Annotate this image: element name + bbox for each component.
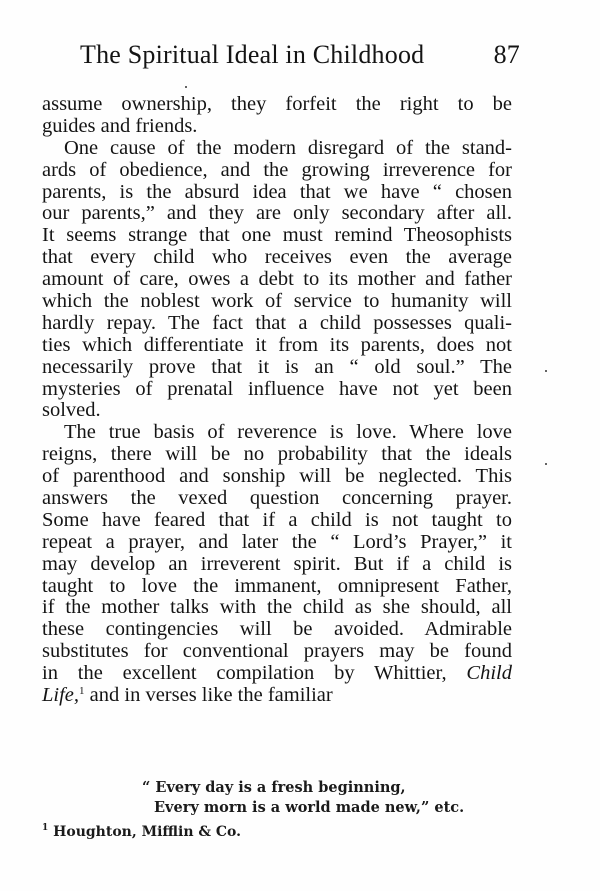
text-line: reigns, there will be no probability that the ideals (42, 443, 512, 466)
footnote-marker: 1 (42, 823, 49, 833)
text-line: solved. (42, 399, 101, 422)
text-line (42, 685, 512, 707)
verse-line: “ Every day is a fresh beginning, (142, 779, 406, 796)
text-line: taught to love the immanent, omnipresent Father, (42, 574, 512, 597)
page-number: 87 (493, 40, 520, 69)
print-speck (545, 463, 547, 465)
book-title-italic: Life, (42, 684, 80, 707)
text-line: ards of obedience, and the growing irreverence for (42, 158, 512, 181)
text-line: parents, is the absurd idea that we have “ chosen (42, 180, 512, 203)
verse-line: Every morn is a world made new,” etc. (154, 799, 465, 816)
text-line (42, 663, 512, 685)
text-line: necessarily prove that it is an “ old soul.” The (42, 355, 512, 378)
text-line: answers the vexed question concerning prayer. (42, 487, 512, 510)
paragraph-start-line: The true basis of reverence is love. Where love (64, 421, 512, 444)
print-speck (545, 370, 547, 372)
footnote-reference: 1 (79, 685, 85, 698)
paragraph-start-line: One cause of the modern disregard of the stand- (64, 136, 512, 159)
text-segment: and in verses like the familiar (84, 684, 333, 707)
text-line: repeat a prayer, and later the “ Lord’s Prayer,” it (42, 530, 512, 553)
text-line: our parents,” and they are only secondary after all. (42, 202, 512, 225)
footnote (42, 824, 241, 840)
text-line: Some have feared that if a child is not taught to (42, 508, 512, 531)
footnote-text: Houghton, Mifflin & Co. (48, 824, 242, 840)
text-line: that every child who receives even the average (42, 246, 512, 269)
running-title: The Spiritual Ideal in Childhood (80, 40, 425, 69)
text-segment: in the excellent compilation by Whittier, (42, 662, 447, 685)
text-line: of parenthood and sonship will be neglected. This (42, 465, 512, 488)
text-line: assume ownership, they forfeit the right to be (42, 93, 512, 115)
text-line: may develop an irreverent spirit. But if a child is (42, 552, 512, 575)
text-line: substitutes for conventional prayers may be found (42, 640, 512, 663)
body-text (42, 94, 512, 707)
verse-quotation (142, 778, 464, 818)
text-line: amount of care, owes a debt to its mother and father (42, 268, 512, 291)
text-line: which the noblest work of service to humanity will (42, 290, 512, 313)
book-title-italic: Child (466, 662, 512, 685)
running-header (80, 40, 520, 74)
text-line: if the mother talks with the child as she should, all (42, 596, 512, 619)
text-line: hardly repay. The fact that a child possesses quali- (42, 311, 512, 334)
text-line: these contingencies will be avoided. Admirable (42, 618, 512, 641)
print-speck (185, 86, 187, 88)
text-line: guides and friends. (42, 114, 198, 137)
text-line: ties which differentiate it from its parents, does not (42, 333, 512, 356)
text-line: mysteries of prenatal influence have not yet been (42, 377, 512, 400)
text-line: It seems strange that one must remind Theosophists (42, 224, 512, 247)
